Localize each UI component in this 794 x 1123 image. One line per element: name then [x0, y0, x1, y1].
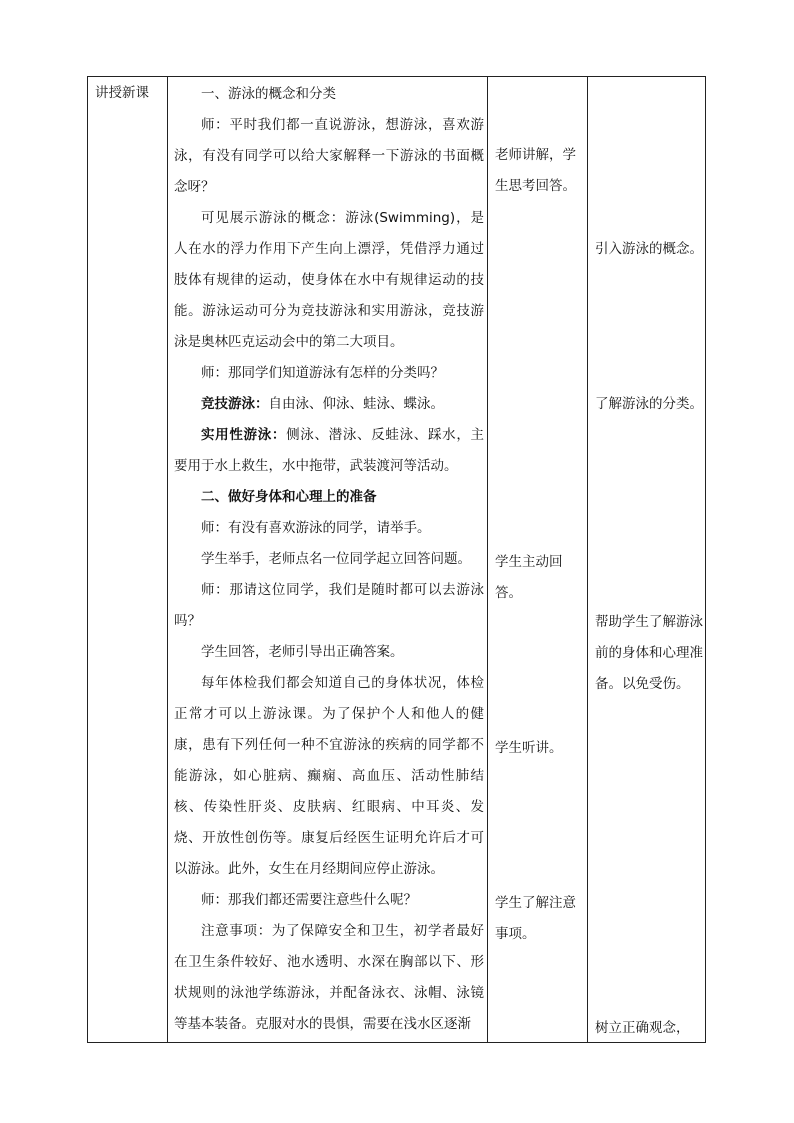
teacher-question-categories: 师：那同学们知道游泳有怎样的分类吗？: [201, 365, 444, 381]
lesson-plan-table: [87, 76, 706, 1043]
student-activity-1: 老师讲解，学生思考回答。: [495, 147, 576, 194]
practical-swimming-item: [174, 420, 484, 482]
student-activity-3: 学生听讲。: [495, 740, 563, 756]
design-intent-column: [588, 77, 705, 1042]
design-intent-4: 树立正确观念，: [595, 1020, 690, 1036]
health-check-paragraph: 每年体检我们都会知道自己的身体状况，体检正常才可以上游泳课。为了保护个人和他人的健康，患有下列任何一种不宜游泳的疾病的同学都不能游泳，如心脏病、癫痫、高血压、活动性肺结核、传染性肝炎、皮肤病、红眼病、中耳炎、发烧、开放性创伤等。康复后经医生证明允许后才可以游泳。此外，女生在月经期间应停止游泳。: [174, 675, 484, 877]
practical-swimming-label: 实用性游泳：: [201, 427, 287, 443]
teaching-content-column: [168, 77, 488, 1042]
teacher-question-anytime: 师：那请这位同学，我们是随时都可以去游泳吗？: [174, 582, 484, 629]
teacher-question-notes: 师：那我们都还需要注意些什么呢？: [201, 892, 417, 908]
competitive-swimming-label: 竞技游泳：: [201, 396, 269, 412]
student-raise-hand: 学生举手，老师点名一位同学起立回答问题。: [201, 551, 471, 567]
teaching-content: [174, 79, 484, 1040]
section-heading-concept: 一、游泳的概念和分类: [201, 86, 336, 102]
student-activity-4: 学生了解注意事项。: [495, 895, 576, 942]
competitive-swimming-text: 自由泳、仰泳、蛙泳、蝶泳。: [268, 396, 444, 412]
swimming-definition: 可见展示游泳的概念：游泳(Swimming)，是人在水的浮力作用下产生向上漂浮，凭借浮力通过肢体有规律的运动，使身体在水中有规律运动的技能。游泳运动可分为竞技游泳和实用游泳，竞技游泳是奥林匹克运动会中的第二大项目。: [174, 210, 484, 350]
design-intent-3: 帮助学生了解游泳前的身体和心理准备。以免受伤。: [595, 614, 703, 692]
student-activity-column: [488, 77, 588, 1042]
competitive-swimming-item: [174, 389, 484, 420]
teacher-question-raise-hand: 师：有没有喜欢游泳的同学，请举手。: [201, 520, 431, 536]
student-activity-2: 学生主动回答。: [495, 554, 563, 601]
section-heading-preparation: 二、做好身体和心理上的准备: [201, 489, 377, 505]
design-intent-2: 了解游泳的分类。: [595, 396, 703, 412]
stage-column: [88, 77, 168, 1042]
precautions-paragraph: 注意事项：为了保障安全和卫生，初学者最好在卫生条件较好、池水透明、水深在胸部以下、形状规则的泳池学练游泳，并配备泳衣、泳帽、泳镜等基本装备。克服对水的畏惧，需要在浅水区逐渐: [174, 923, 484, 1032]
design-intent-1: 引入游泳的概念。: [595, 241, 703, 257]
stage-label: 讲授新课: [95, 85, 149, 101]
student-answer-guide: 学生回答，老师引导出正确答案。: [201, 644, 404, 660]
practical-swimming-text: 侧泳、潜泳、反蛙泳、踩水，主要用于水上救生，水中拖带，武装渡河等活动。: [174, 427, 485, 474]
teacher-question-definition: 师：平时我们都一直说游泳，想游泳，喜欢游泳，有没有同学可以给大家解释一下游泳的书面概念呀？: [174, 117, 484, 195]
